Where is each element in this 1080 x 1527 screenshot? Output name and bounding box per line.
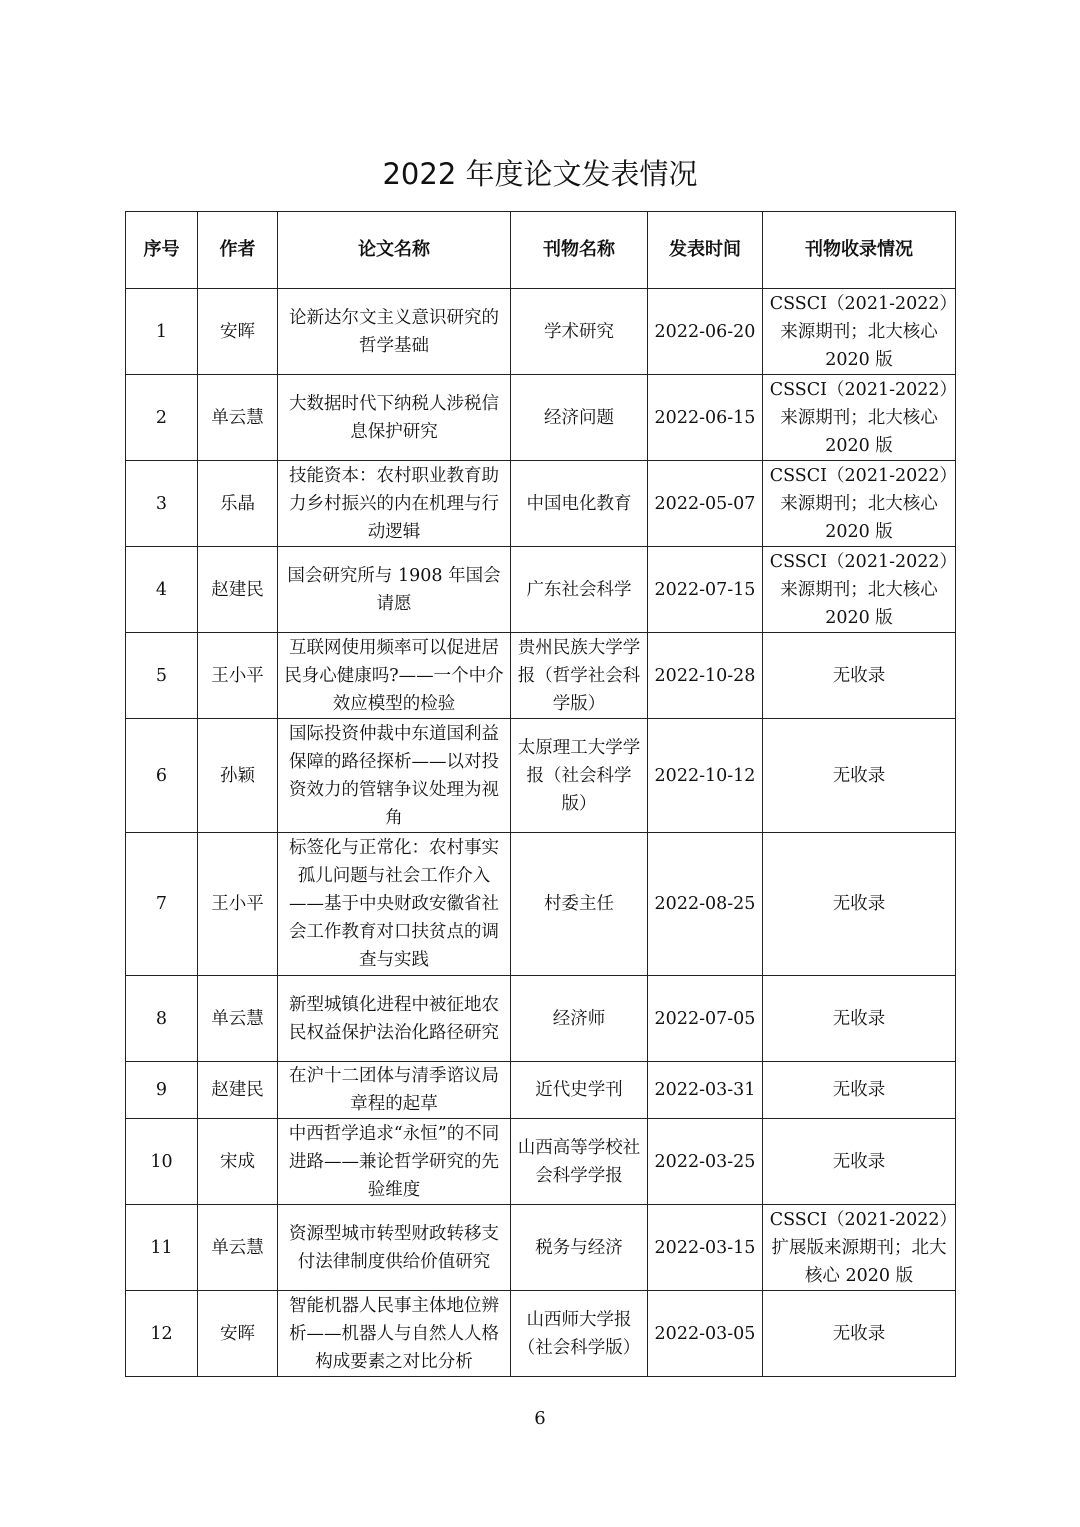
cell-date: 2022-03-15	[648, 1205, 763, 1291]
cell-index: 1	[126, 289, 198, 375]
table-row	[126, 547, 956, 633]
cell-paper-title: 中西哲学追求“永恒”的不同进路——兼论哲学研究的先验维度	[278, 1119, 511, 1205]
table-header-row	[126, 212, 956, 289]
cell-indexing: 无收录	[763, 719, 956, 833]
header-paper-title: 论文名称	[278, 212, 511, 289]
cell-index: 12	[126, 1291, 198, 1377]
cell-author: 安晖	[198, 1291, 278, 1377]
cell-journal: 广东社会科学	[511, 547, 648, 633]
cell-index: 9	[126, 1062, 198, 1119]
cell-index: 5	[126, 633, 198, 719]
cell-index: 6	[126, 719, 198, 833]
cell-date: 2022-07-15	[648, 547, 763, 633]
cell-index: 4	[126, 547, 198, 633]
cell-paper-title: 智能机器人民事主体地位辨析——机器人与自然人人格构成要素之对比分析	[278, 1291, 511, 1377]
cell-paper-title: 新型城镇化进程中被征地农民权益保护法治化路径研究	[278, 976, 511, 1062]
header-author: 作者	[198, 212, 278, 289]
cell-journal: 经济师	[511, 976, 648, 1062]
table-row	[126, 976, 956, 1062]
cell-indexing: 无收录	[763, 833, 956, 976]
cell-paper-title: 论新达尔文主义意识研究的哲学基础	[278, 289, 511, 375]
cell-author: 王小平	[198, 833, 278, 976]
cell-author: 孙颖	[198, 719, 278, 833]
cell-paper-title: 国会研究所与 1908 年国会请愿	[278, 547, 511, 633]
cell-date: 2022-03-31	[648, 1062, 763, 1119]
header-journal: 刊物名称	[511, 212, 648, 289]
cell-date: 2022-03-05	[648, 1291, 763, 1377]
cell-date: 2022-06-20	[648, 289, 763, 375]
cell-indexing: 无收录	[763, 633, 956, 719]
table-row	[126, 289, 956, 375]
cell-date: 2022-03-25	[648, 1119, 763, 1205]
cell-author: 赵建民	[198, 547, 278, 633]
cell-paper-title: 标签化与正常化：农村事实孤儿问题与社会工作介入——基于中央财政安徽省社会工作教育对口扶贫点的调查与实践	[278, 833, 511, 976]
cell-journal: 税务与经济	[511, 1205, 648, 1291]
cell-journal: 近代史学刊	[511, 1062, 648, 1119]
cell-journal: 中国电化教育	[511, 461, 648, 547]
cell-author: 单云慧	[198, 976, 278, 1062]
cell-date: 2022-10-28	[648, 633, 763, 719]
table-row	[126, 1291, 956, 1377]
cell-journal: 学术研究	[511, 289, 648, 375]
cell-author: 宋成	[198, 1119, 278, 1205]
cell-index: 8	[126, 976, 198, 1062]
header-date: 发表时间	[648, 212, 763, 289]
cell-paper-title: 在沪十二团体与清季谘议局章程的起草	[278, 1062, 511, 1119]
cell-journal: 太原理工大学学报（社会科学版）	[511, 719, 648, 833]
cell-date: 2022-06-15	[648, 375, 763, 461]
cell-paper-title: 技能资本：农村职业教育助力乡村振兴的内在机理与行动逻辑	[278, 461, 511, 547]
table-row	[126, 633, 956, 719]
cell-date: 2022-08-25	[648, 833, 763, 976]
header-index: 序号	[126, 212, 198, 289]
cell-date: 2022-10-12	[648, 719, 763, 833]
cell-paper-title: 大数据时代下纳税人涉税信息保护研究	[278, 375, 511, 461]
table-row	[126, 1119, 956, 1205]
header-indexing: 刊物收录情况	[763, 212, 956, 289]
cell-journal: 山西高等学校社会科学学报	[511, 1119, 648, 1205]
document-title: 2022 年度论文发表情况	[382, 157, 698, 191]
cell-paper-title: 资源型城市转型财政转移支付法律制度供给价值研究	[278, 1205, 511, 1291]
cell-indexing: 无收录	[763, 1291, 956, 1377]
cell-paper-title: 国际投资仲裁中东道国利益保障的路径探析——以对投资效力的管辖争议处理为视角	[278, 719, 511, 833]
cell-date: 2022-05-07	[648, 461, 763, 547]
cell-index: 3	[126, 461, 198, 547]
page-number: 6	[534, 1408, 546, 1429]
cell-paper-title: 互联网使用频率可以促进居民身心健康吗?——一个中介效应模型的检验	[278, 633, 511, 719]
table-row	[126, 1205, 956, 1291]
cell-indexing: CSSCI（2021-2022）来源期刊；北大核心 2020 版	[763, 289, 956, 375]
table-row	[126, 719, 956, 833]
cell-author: 安晖	[198, 289, 278, 375]
cell-indexing: CSSCI（2021-2022）来源期刊；北大核心 2020 版	[763, 547, 956, 633]
cell-indexing: CSSCI（2021-2022）来源期刊；北大核心 2020 版	[763, 461, 956, 547]
cell-indexing: CSSCI（2021-2022）扩展版来源期刊；北大核心 2020 版	[763, 1205, 956, 1291]
table-row	[126, 375, 956, 461]
table-row	[126, 461, 956, 547]
cell-author: 单云慧	[198, 375, 278, 461]
cell-author: 乐晶	[198, 461, 278, 547]
cell-index: 7	[126, 833, 198, 976]
cell-author: 单云慧	[198, 1205, 278, 1291]
cell-author: 赵建民	[198, 1062, 278, 1119]
cell-index: 10	[126, 1119, 198, 1205]
cell-date: 2022-07-05	[648, 976, 763, 1062]
table-row	[126, 1062, 956, 1119]
cell-indexing: 无收录	[763, 976, 956, 1062]
cell-indexing: CSSCI（2021-2022）来源期刊；北大核心 2020 版	[763, 375, 956, 461]
cell-index: 2	[126, 375, 198, 461]
cell-journal: 山西师大学报（社会科学版）	[511, 1291, 648, 1377]
table-row	[126, 833, 956, 976]
cell-index: 11	[126, 1205, 198, 1291]
cell-journal: 经济问题	[511, 375, 648, 461]
cell-journal: 贵州民族大学学报（哲学社会科学版）	[511, 633, 648, 719]
cell-author: 王小平	[198, 633, 278, 719]
cell-indexing: 无收录	[763, 1119, 956, 1205]
publications-table	[125, 211, 956, 1377]
cell-indexing: 无收录	[763, 1062, 956, 1119]
cell-journal: 村委主任	[511, 833, 648, 976]
